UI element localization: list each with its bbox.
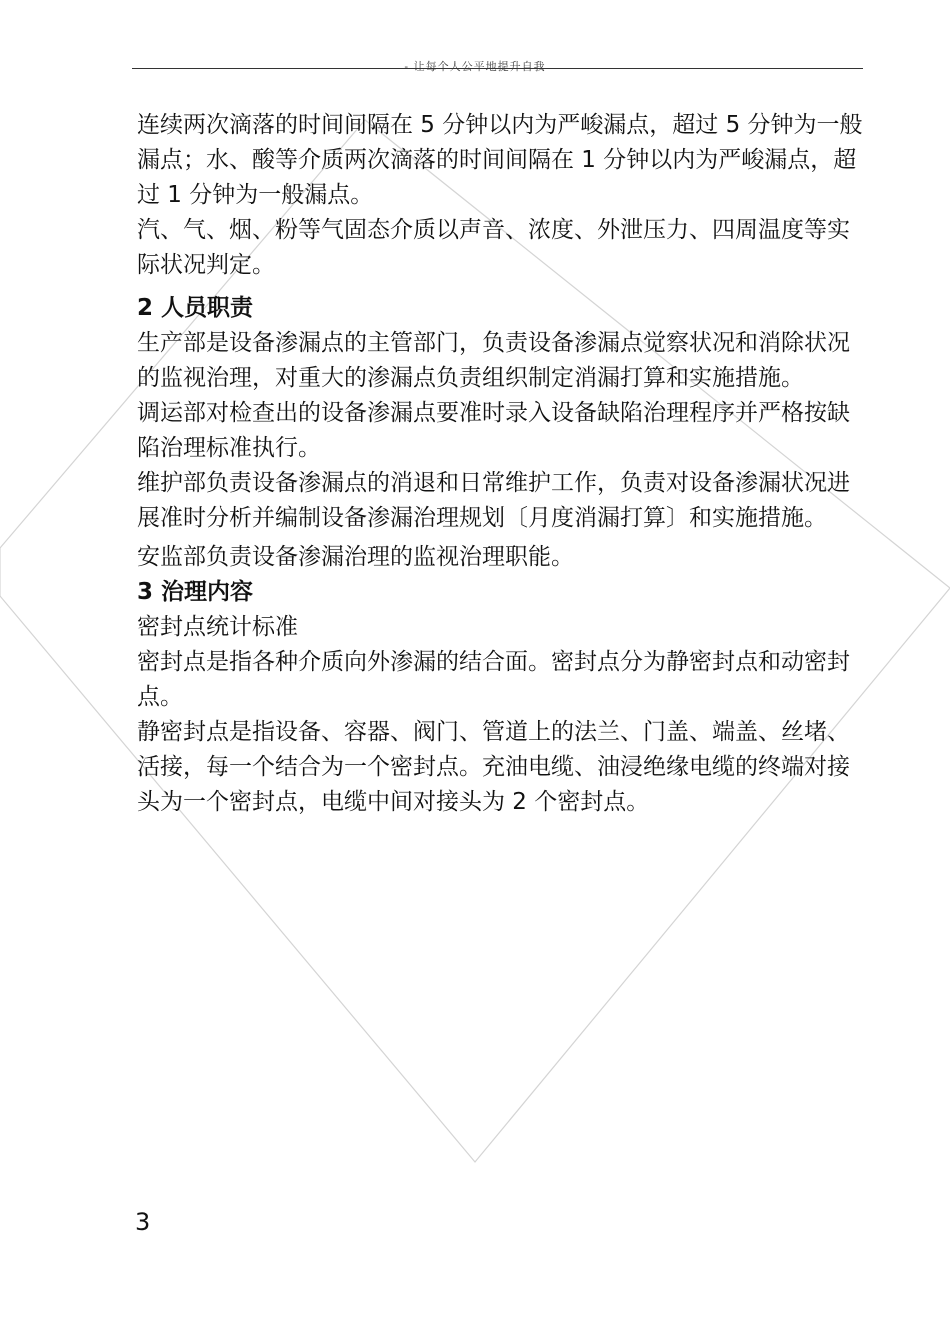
- paragraph-production-dept: 生产部是设备渗漏点的主管部门，负责设备渗漏点觉察状况和消除状况的监视治理，对重大的渗漏点负责组织制定消漏打算和实施措施。: [137, 330, 850, 391]
- document-body: [137, 108, 867, 820]
- header-rule: [132, 68, 863, 69]
- paragraph-maintenance-dept: 维护部负责设备渗漏点的消退和日常维护工作，负责对设备渗漏状况进展准时分析并编制设备渗漏治理规划〔月度消漏打算〕和实施措施。: [137, 470, 850, 531]
- subheading-seal-standard: 密封点统计标准: [137, 614, 298, 640]
- section-heading-responsibilities: 2 人员职责: [137, 295, 254, 321]
- section-heading-management-content: 3 治理内容: [137, 579, 254, 605]
- paragraph-safety-dept: 安监部负责设备渗漏治理的监视治理职能。: [137, 544, 574, 570]
- paragraph-dispatch-dept: 调运部对检查出的设备渗漏点要准时录入设备缺陷治理程序并严格按缺陷治理标准执行。: [137, 400, 850, 461]
- paragraph-static-seal: 静密封点是指设备、容器、阀门、管道上的法兰、门盖、端盖、丝堵、活接，每一个结合为一个密封点。充油电缆、油浸绝缘电缆的终端对接头为一个密封点，电缆中间对接头为 2 个密封点。: [137, 719, 850, 815]
- paragraph-gas-leak: 汽、气、烟、粉等气固态介质以声音、浓度、外泄压力、四周温度等实际状况判定。: [137, 217, 850, 278]
- paragraph-leak-definition: 连续两次滴落的时间间隔在 5 分钟以内为严峻漏点，超过 5 分钟为一般漏点；水、酸等介质两次滴落的时间间隔在 1 分钟以内为严峻漏点，超过 1 分钟为一般漏点。: [137, 112, 863, 208]
- page-header: - 让每个人公平地提升自我: [404, 60, 546, 73]
- paragraph-seal-definition: 密封点是指各种介质向外渗漏的结合面。密封点分为静密封点和动密封点。: [137, 649, 850, 710]
- page-number: 3: [135, 1208, 151, 1236]
